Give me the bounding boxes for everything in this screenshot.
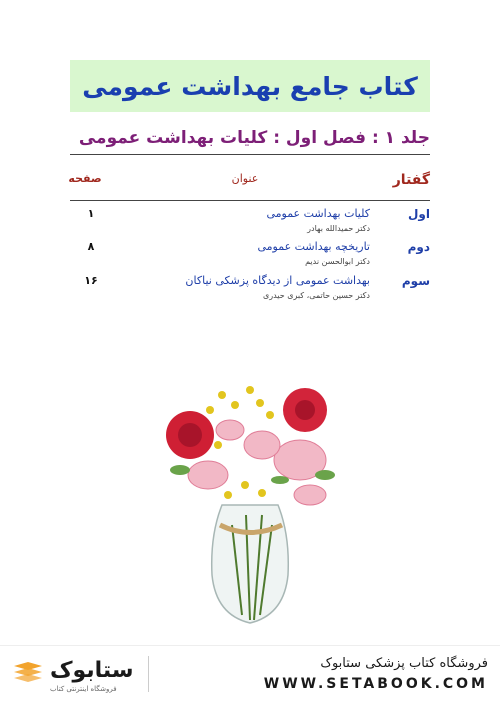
toc-ordinal: دوم xyxy=(407,240,430,254)
divider xyxy=(70,154,430,155)
logo-text: ستابوک xyxy=(50,658,134,683)
logo-tagline: فروشگاه اینترنتی کتاب xyxy=(50,685,117,693)
toc-page: ۱ xyxy=(87,207,95,220)
setabook-logo[interactable] xyxy=(12,658,142,692)
toc-page: ۱۶ xyxy=(84,274,98,287)
toc-ordinal: سوم xyxy=(401,274,430,288)
flower-vase-image xyxy=(150,375,350,630)
column-header-chapter: گفتار xyxy=(392,172,430,188)
shop-url-link[interactable]: WWW.SETABOOK.COM xyxy=(263,676,488,692)
book-title-banner xyxy=(70,60,430,112)
toc-title[interactable]: بهداشت عمومی از دیدگاه پزشکی نیاکان xyxy=(185,274,370,287)
toc-author: دکتر حمیدالله بهادر xyxy=(307,224,370,233)
toc-page: ۸ xyxy=(87,240,95,253)
toc-row[interactable] xyxy=(60,240,430,276)
divider xyxy=(70,200,430,201)
toc-author: دکتر ابوالحسن ندیم xyxy=(305,257,370,266)
column-header-page: صفحه xyxy=(68,172,102,185)
toc-title[interactable]: تاریخچه بهداشت عمومی xyxy=(257,240,370,253)
footer xyxy=(0,645,500,701)
book-title: کتاب جامع بهداشت عمومی xyxy=(82,71,418,101)
toc-row[interactable] xyxy=(60,274,430,310)
book-stack-icon xyxy=(12,660,44,688)
toc-title[interactable]: کلیات بهداشت عمومی xyxy=(266,207,370,220)
divider xyxy=(148,656,149,692)
shop-name: فروشگاه کتاب پزشکی ستابوک xyxy=(320,656,488,671)
toc-author: دکتر حسین حاتمی، کبری حیدری xyxy=(262,291,370,300)
column-header-title: عنوان xyxy=(231,172,259,185)
toc-row[interactable] xyxy=(60,207,430,243)
volume-heading: جلد ۱ : فصل اول : کلیات بهداشت عمومی xyxy=(78,128,430,148)
toc-ordinal: اول xyxy=(408,207,430,221)
